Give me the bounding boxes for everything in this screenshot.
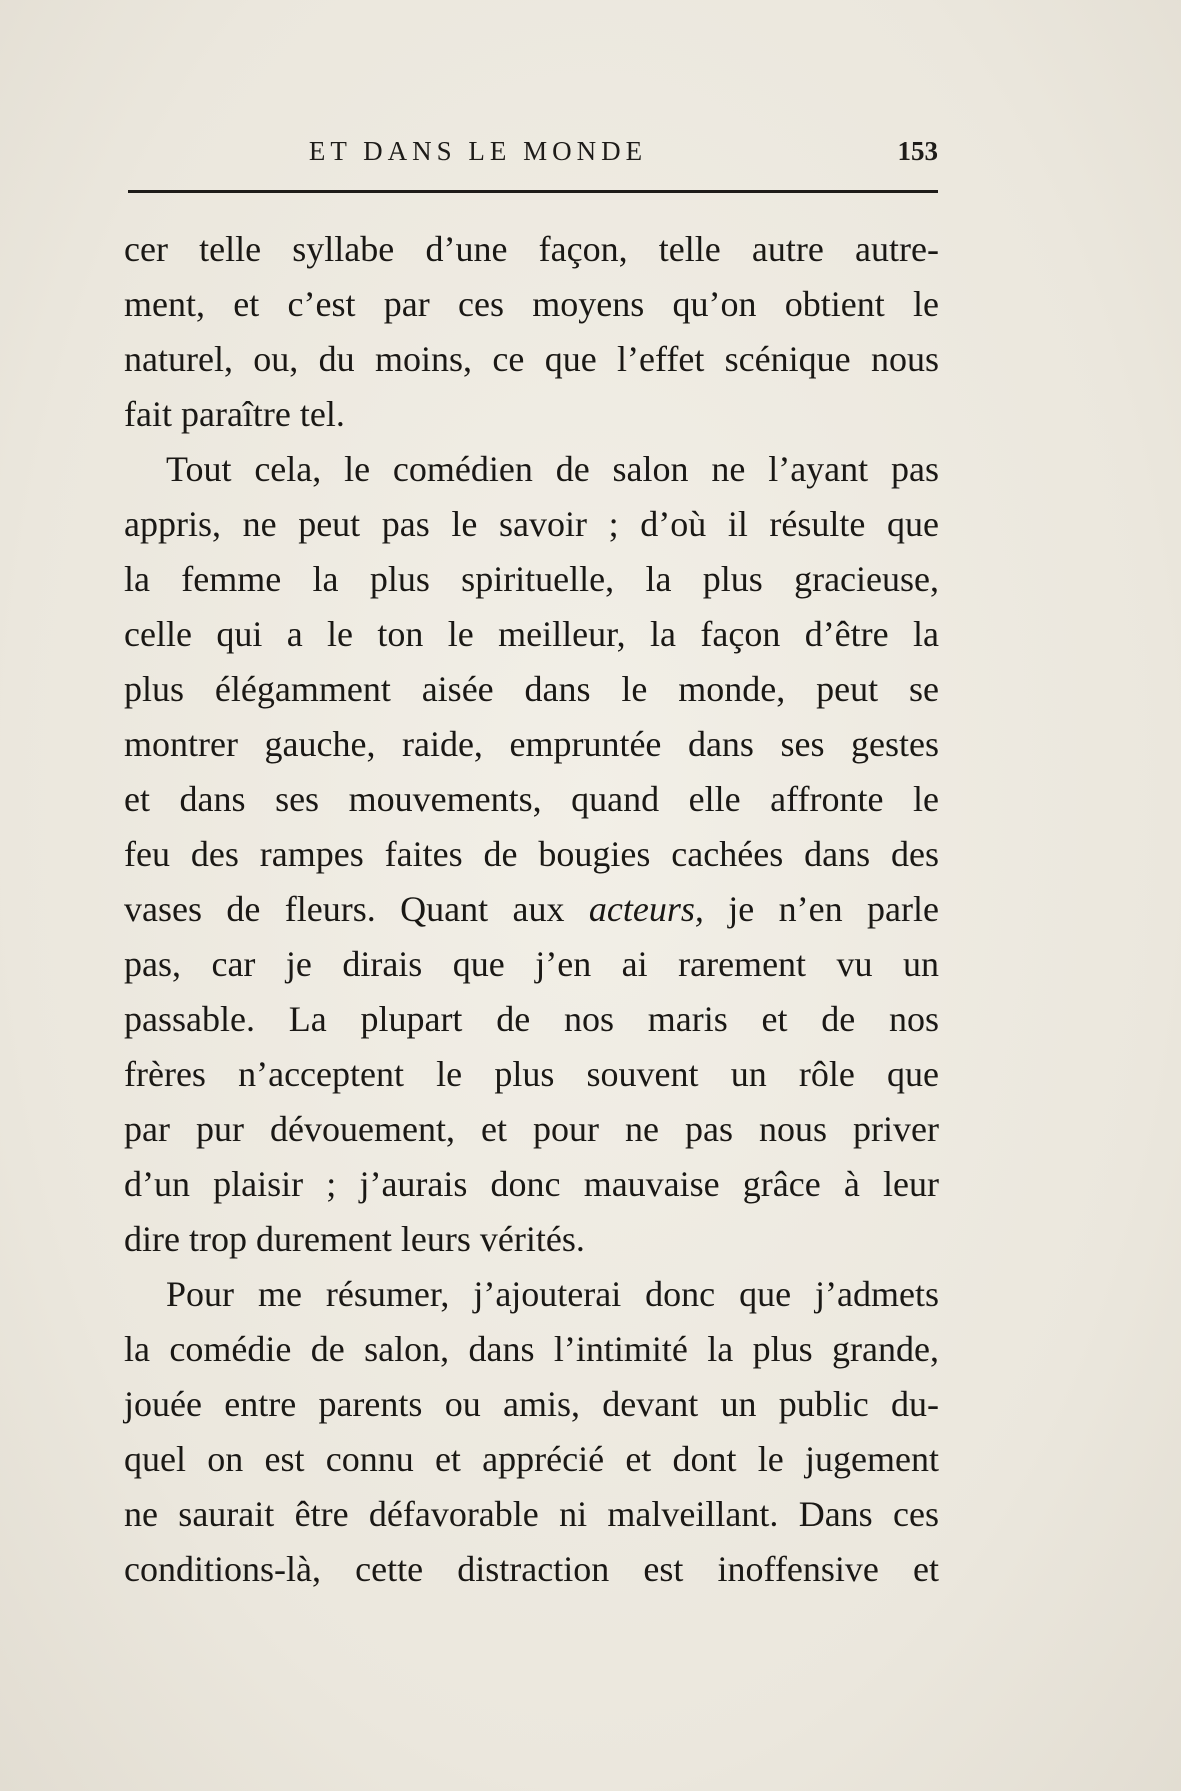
paragraph-2 [124,442,939,1267]
text-line: Tout cela, le comédien de salon ne l’ayant pas [166,449,939,489]
text-line: appris, ne peut pas le savoir ; d’où il résulte que [124,504,939,544]
text-line: Pour me résumer, j’ajouterai donc que j’admets [166,1274,939,1314]
text-line: fait paraître tel. [124,394,345,434]
text-line: conditions-là, cette distraction est inoffensive et [124,1549,939,1589]
text-line: passable. La plupart de nos maris et de nos [124,999,939,1039]
paragraph-3 [124,1267,939,1597]
running-head [128,132,938,172]
text-line: celle qui a le ton le meilleur, la façon d’être la [124,614,939,654]
text-line-with-italic [124,882,939,937]
text-line: par pur dévouement, et pour ne pas nous priver [124,1109,939,1149]
text-line: et dans ses mouvements, quand elle affronte le [124,779,939,819]
header-rule [128,190,938,193]
text-line: cer telle syllabe d’une façon, telle autre autre- [124,229,939,269]
running-title: ET DANS LE MONDE [308,136,648,166]
text-line: dire trop durement leurs vérités. [124,1219,585,1259]
text-segment: vases de fleurs. Quant aux [124,889,589,929]
text-line: la comédie de salon, dans l’intimité la plus grande, [124,1329,939,1369]
text-line: ne saurait être défavorable ni malveillant. Dans ces [124,1494,939,1534]
text-line: naturel, ou, du moins, ce que l’effet scénique nous [124,339,939,379]
body-text [124,222,939,1597]
text-line: feu des rampes faites de bougies cachées dans des [124,834,939,874]
text-line: la femme la plus spirituelle, la plus gracieuse, [124,559,939,599]
text-line: d’un plaisir ; j’aurais donc mauvaise grâce à leur [124,1164,939,1204]
italic-word: acteurs, [588,889,704,929]
page-number: 153 [897,136,938,166]
text-line: ment, et c’est par ces moyens qu’on obtient le [124,284,939,324]
text-segment: je n’en parle [703,889,939,929]
paragraph-1 [124,222,939,442]
text-line: pas, car je dirais que j’en ai rarement vu un [124,944,939,984]
text-line: frères n’acceptent le plus souvent un rôle que [124,1054,939,1094]
text-line: quel on est connu et apprécié et dont le jugement [124,1439,939,1479]
text-line: jouée entre parents ou amis, devant un public du- [124,1384,939,1424]
text-line: montrer gauche, raide, empruntée dans ses gestes [124,724,939,764]
text-line: plus élégamment aisée dans le monde, peut se [124,669,939,709]
